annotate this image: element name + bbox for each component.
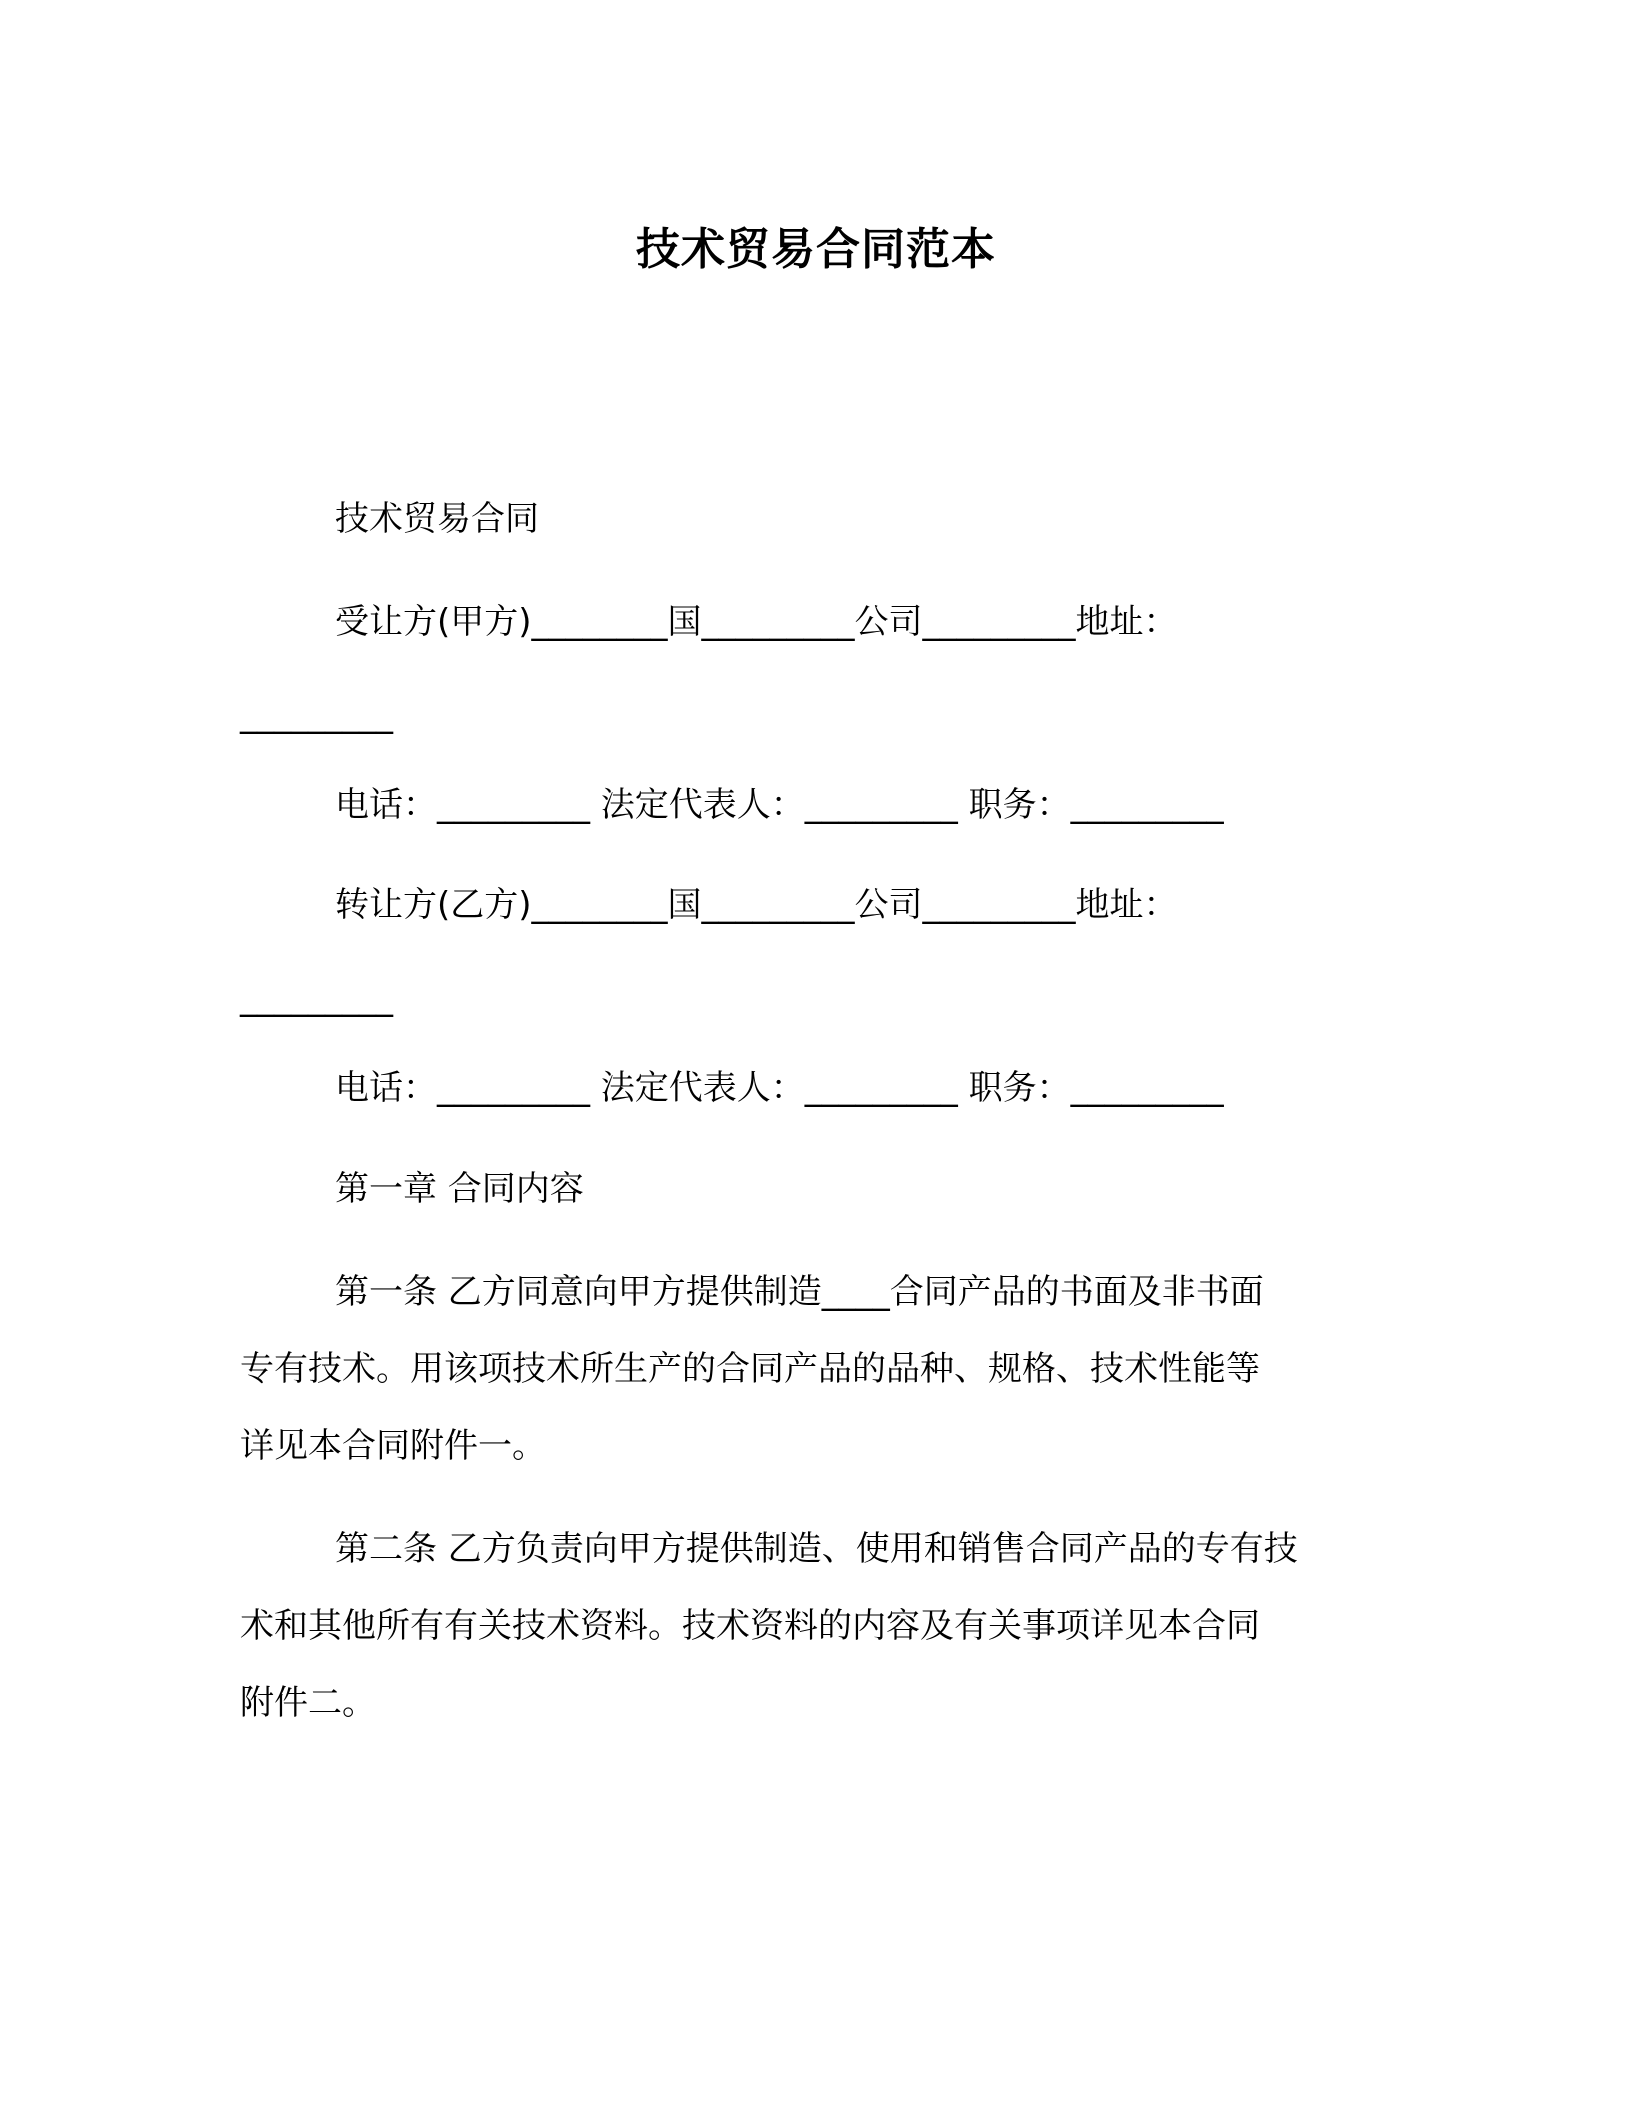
article-1-line-3: 详见本合同附件一。: [240, 1426, 546, 1466]
article-2-line-3: 附件二。: [240, 1683, 376, 1723]
article-2-line-1: 第二条 乙方负责向甲方提供制造、使用和销售合同产品的专有技: [335, 1529, 1298, 1569]
party-b-line: 转让方(乙方)________国_________公司_________地址：: [335, 885, 1178, 925]
contract-name: 技术贸易合同: [335, 499, 539, 539]
party-b-contact-line: 电话：_________ 法定代表人：_________ 职务：_________: [335, 1068, 1224, 1108]
party-a-contact-line: 电话：_________ 法定代表人：_________ 职务：_________: [335, 785, 1224, 825]
chapter-heading: 第一章 合同内容: [335, 1169, 584, 1209]
article-1-line-1: 第一条 乙方同意向甲方提供制造____合同产品的书面及非书面: [335, 1272, 1264, 1312]
article-1-line-2: 专有技术。用该项技术所生产的合同产品的品种、规格、技术性能等: [240, 1349, 1260, 1389]
party-a-address-blank: _________: [240, 695, 393, 735]
document-title: 技术贸易合同范本: [636, 224, 996, 275]
party-b-address-blank: _________: [240, 978, 393, 1018]
article-2-line-2: 术和其他所有有关技术资料。技术资料的内容及有关事项详见本合同: [240, 1606, 1260, 1646]
party-a-line: 受让方(甲方)________国_________公司_________地址：: [335, 602, 1178, 642]
